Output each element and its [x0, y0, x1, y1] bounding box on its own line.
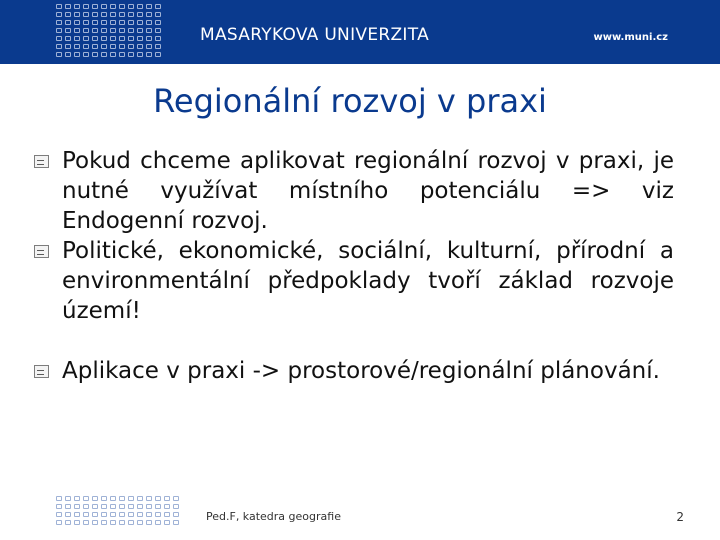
dot-square: [56, 496, 62, 501]
dot-square: [146, 512, 152, 517]
dot-square: [119, 52, 125, 57]
dot-square: [128, 520, 134, 525]
dot-square: [74, 36, 80, 41]
dot-square: [56, 36, 62, 41]
dot-square: [74, 4, 80, 9]
dot-square: [137, 496, 143, 501]
dot-square: [83, 520, 89, 525]
dot-square: [128, 36, 134, 41]
dot-square: [74, 504, 80, 509]
dot-square: [164, 512, 170, 517]
dot-square: [119, 4, 125, 9]
dot-square: [155, 44, 161, 49]
dot-square: [155, 520, 161, 525]
dot-square: [137, 52, 143, 57]
slide-content: [34, 146, 674, 386]
dot-square: [137, 504, 143, 509]
dot-square: [155, 512, 161, 517]
dot-square: [101, 12, 107, 17]
dot-square: [155, 504, 161, 509]
dot-square: [137, 520, 143, 525]
dot-square: [65, 28, 71, 33]
dot-square: [101, 44, 107, 49]
bullet-icon: [34, 245, 49, 258]
dot-square: [92, 44, 98, 49]
footer-text: Ped.F, katedra geografie: [206, 510, 341, 523]
dot-square: [92, 12, 98, 17]
dot-square: [146, 496, 152, 501]
dot-square: [155, 4, 161, 9]
dot-square: [128, 12, 134, 17]
dot-square: [119, 20, 125, 25]
dot-square: [128, 20, 134, 25]
dot-square: [146, 12, 152, 17]
dot-square: [74, 28, 80, 33]
dot-square: [110, 28, 116, 33]
dot-square: [101, 52, 107, 57]
dot-square: [173, 504, 179, 509]
dot-square: [65, 52, 71, 57]
dot-square: [146, 20, 152, 25]
dot-square: [146, 36, 152, 41]
dot-square: [101, 28, 107, 33]
dot-square: [83, 28, 89, 33]
dot-square: [65, 36, 71, 41]
university-name: MASARYKOVA UNIVERZITA: [200, 25, 430, 45]
dot-square: [110, 36, 116, 41]
dot-square: [92, 504, 98, 509]
dot-square: [83, 4, 89, 9]
dot-square: [128, 52, 134, 57]
dot-square: [137, 512, 143, 517]
dot-square: [65, 504, 71, 509]
dot-square: [110, 20, 116, 25]
dot-square: [137, 36, 143, 41]
bullet-icon: [34, 155, 49, 168]
dot-square: [110, 512, 116, 517]
dot-square: [173, 520, 179, 525]
dot-square: [155, 36, 161, 41]
dot-square: [65, 496, 71, 501]
dot-square: [137, 20, 143, 25]
dot-square: [110, 496, 116, 501]
dot-square: [83, 44, 89, 49]
dot-square: [65, 44, 71, 49]
dot-square: [146, 44, 152, 49]
dot-square: [101, 520, 107, 525]
bullet-icon: [34, 365, 49, 378]
dot-square: [92, 20, 98, 25]
dot-square: [65, 520, 71, 525]
dot-square: [137, 28, 143, 33]
dot-square: [74, 520, 80, 525]
dot-square: [164, 504, 170, 509]
dot-square: [92, 28, 98, 33]
dot-square: [56, 52, 62, 57]
dot-square: [119, 520, 125, 525]
website-link[interactable]: www.muni.cz: [593, 32, 668, 43]
dot-square: [128, 44, 134, 49]
dot-square: [119, 28, 125, 33]
dot-square: [110, 4, 116, 9]
dot-square: [74, 20, 80, 25]
dot-square: [137, 44, 143, 49]
dot-square: [101, 20, 107, 25]
dot-square: [65, 512, 71, 517]
dot-square: [119, 496, 125, 501]
dot-square: [164, 496, 170, 501]
dot-square: [56, 512, 62, 517]
page-number: 2: [676, 510, 684, 524]
dot-square: [65, 12, 71, 17]
dot-square: [101, 496, 107, 501]
dot-square: [128, 4, 134, 9]
slide-title: Regionální rozvoj v praxi: [153, 82, 547, 120]
dot-square: [83, 20, 89, 25]
dot-square: [83, 52, 89, 57]
dot-square: [146, 520, 152, 525]
dot-square: [119, 12, 125, 17]
bullet-item: [34, 356, 674, 386]
dot-square: [56, 20, 62, 25]
dot-square: [92, 496, 98, 501]
dot-square: [110, 520, 116, 525]
bullet-text: Politické, ekonomické, sociální, kulturní, přírodní a environmentální předpoklady tvoří základ rozvoje území!: [62, 238, 674, 324]
dot-square: [110, 44, 116, 49]
dot-square: [83, 504, 89, 509]
dot-square: [92, 52, 98, 57]
dot-square: [146, 4, 152, 9]
dot-square: [146, 52, 152, 57]
dot-square: [74, 496, 80, 501]
dot-square: [56, 28, 62, 33]
dot-square: [128, 28, 134, 33]
dot-square: [92, 4, 98, 9]
dot-square: [155, 28, 161, 33]
dot-square: [155, 496, 161, 501]
dot-square: [101, 512, 107, 517]
dot-square: [164, 520, 170, 525]
dot-square: [128, 504, 134, 509]
footer-dot-pattern: [56, 496, 179, 525]
dot-square: [56, 12, 62, 17]
dot-square: [173, 496, 179, 501]
dot-square: [83, 36, 89, 41]
dot-square: [83, 12, 89, 17]
dot-square: [83, 496, 89, 501]
dot-square: [83, 512, 89, 517]
dot-square: [65, 20, 71, 25]
dot-square: [173, 512, 179, 517]
dot-square: [155, 52, 161, 57]
dot-square: [101, 504, 107, 509]
dot-square: [92, 36, 98, 41]
dot-square: [101, 4, 107, 9]
dot-square: [137, 12, 143, 17]
dot-square: [56, 520, 62, 525]
dot-square: [155, 12, 161, 17]
dot-square: [146, 504, 152, 509]
dot-square: [110, 12, 116, 17]
header-dot-pattern: [56, 4, 161, 57]
dot-square: [119, 36, 125, 41]
dot-square: [65, 4, 71, 9]
dot-square: [119, 512, 125, 517]
dot-square: [74, 12, 80, 17]
dot-square: [101, 36, 107, 41]
dot-square: [119, 44, 125, 49]
dot-square: [74, 512, 80, 517]
header-bar: [0, 0, 720, 64]
bullet-text: Aplikace v praxi -> prostorové/regionální plánování.: [62, 358, 660, 384]
dot-square: [56, 504, 62, 509]
dot-square: [74, 44, 80, 49]
dot-square: [128, 512, 134, 517]
dot-square: [56, 4, 62, 9]
bullet-item: [34, 146, 674, 236]
dot-square: [137, 4, 143, 9]
dot-square: [110, 52, 116, 57]
dot-square: [155, 20, 161, 25]
dot-square: [74, 52, 80, 57]
dot-square: [146, 28, 152, 33]
bullet-item: [34, 236, 674, 326]
dot-square: [56, 44, 62, 49]
dot-square: [128, 496, 134, 501]
dot-square: [119, 504, 125, 509]
dot-square: [110, 504, 116, 509]
dot-square: [92, 512, 98, 517]
dot-square: [92, 520, 98, 525]
bullet-text: Pokud chceme aplikovat regionální rozvoj v praxi, je nutné využívat místního potenciálu => viz Endogenní rozvoj.: [62, 148, 674, 234]
